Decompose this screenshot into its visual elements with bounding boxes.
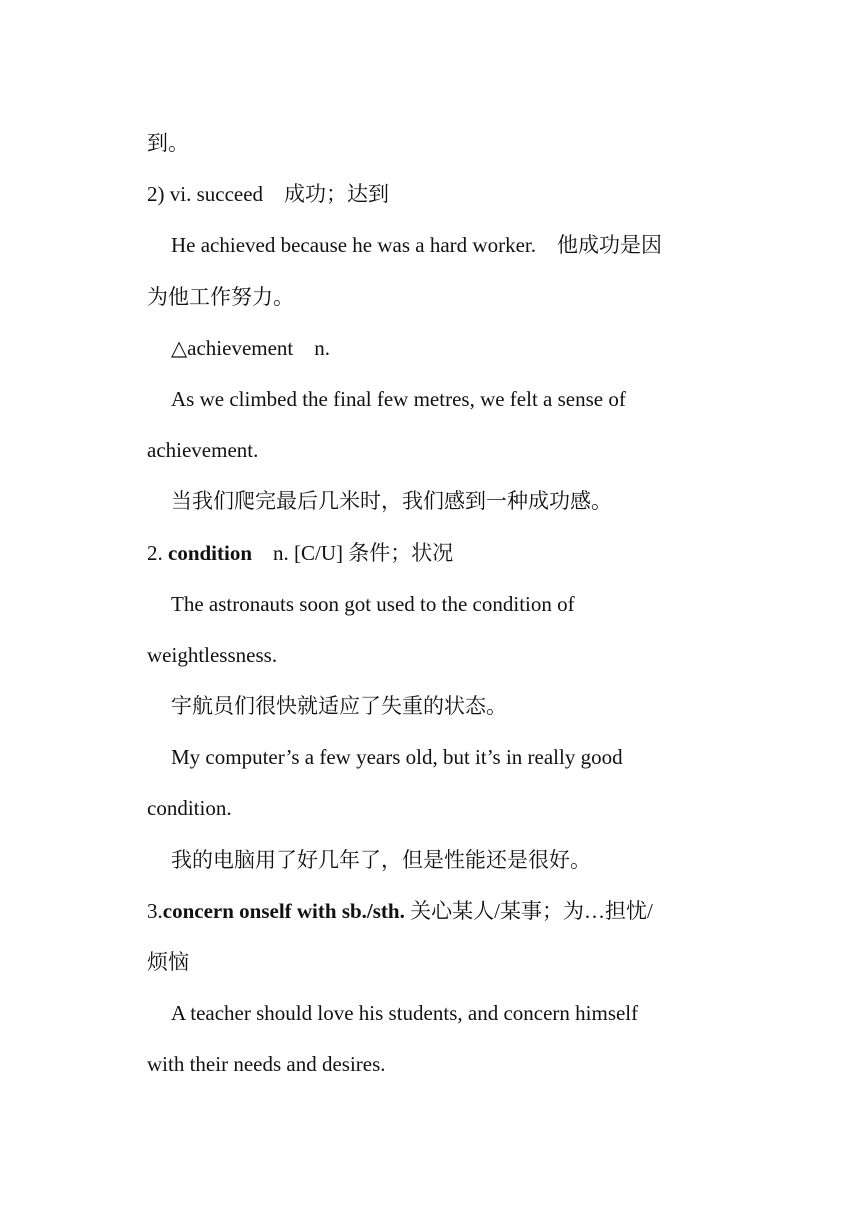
line-text: condition. bbox=[147, 796, 232, 821]
line-text: 宇航员们很快就适应了失重的状态。 bbox=[171, 694, 507, 719]
text-line bbox=[147, 118, 717, 169]
example-sentence bbox=[147, 220, 717, 271]
headword: concern onself with sb./sth. bbox=[162, 898, 405, 923]
document-body bbox=[147, 118, 717, 1091]
entry-definition-continued bbox=[147, 937, 717, 988]
example-sentence bbox=[147, 988, 717, 1039]
line-text: △achievement n. bbox=[171, 335, 331, 360]
line-text: The astronauts soon got used to the condition of bbox=[171, 591, 575, 616]
line-text: He achieved because he was a hard worker. 他成功是因 bbox=[171, 233, 662, 258]
line-text: with their needs and desires. bbox=[147, 1052, 386, 1077]
example-translation bbox=[147, 272, 717, 323]
entry-definition: n. [C/U] 条件；状况 bbox=[252, 540, 454, 565]
line-text: weightlessness. bbox=[147, 642, 278, 667]
example-translation bbox=[147, 835, 717, 886]
vocab-entry-concern bbox=[147, 886, 717, 937]
entry-number: 3. bbox=[147, 898, 163, 923]
derived-word bbox=[147, 323, 717, 374]
example-translation bbox=[147, 476, 717, 527]
example-sentence-continued bbox=[147, 630, 717, 681]
line-text: 2) vi. succeed 成功；达到 bbox=[147, 182, 390, 207]
line-text: 到。 bbox=[147, 131, 189, 155]
vocab-entry-condition bbox=[147, 528, 717, 579]
example-sentence bbox=[147, 579, 717, 630]
headword: condition bbox=[168, 540, 253, 565]
example-translation bbox=[147, 681, 717, 732]
line-text: 为他工作努力。 bbox=[147, 284, 294, 309]
entry-definition: 关心某人/某事；为…担忧/ bbox=[404, 898, 653, 923]
line-text: As we climbed the final few metres, we felt a sense of bbox=[171, 386, 626, 411]
example-sentence bbox=[147, 374, 717, 425]
line-text: achievement. bbox=[147, 438, 259, 463]
line-text: 烦恼 bbox=[147, 950, 189, 974]
line-text: A teacher should love his students, and concern himself bbox=[171, 1001, 639, 1026]
definition-heading bbox=[147, 169, 717, 220]
example-sentence-continued bbox=[147, 1039, 717, 1090]
entry-number: 2. bbox=[147, 540, 168, 565]
example-sentence bbox=[147, 732, 717, 783]
example-sentence-continued bbox=[147, 783, 717, 834]
line-text: 我的电脑用了好几年了，但是性能还是很好。 bbox=[171, 847, 591, 872]
line-text: 当我们爬完最后几米时，我们感到一种成功感。 bbox=[171, 489, 612, 514]
line-text: My computer’s a few years old, but it’s in really good bbox=[171, 745, 623, 770]
example-sentence-continued bbox=[147, 425, 717, 476]
